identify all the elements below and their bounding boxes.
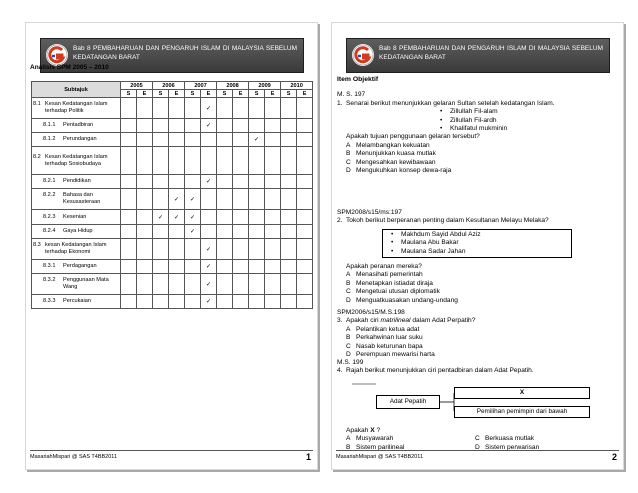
chapter-title: Bab 8 PEMBAHARUAN DAN PENGARUH ISLAM DI MALAYSIA SEBELUM KEDATANGAN BARAT bbox=[379, 45, 603, 61]
answer-option: A Melambangkan kekuatan bbox=[346, 141, 430, 149]
mark-cell bbox=[137, 147, 153, 175]
answer-option: C Nasab keturunan bapa bbox=[346, 342, 423, 350]
mark-cell bbox=[121, 175, 137, 189]
check-mark-icon: ✓ bbox=[185, 225, 201, 239]
mark-cell bbox=[137, 210, 153, 225]
list-item: • Zillullah Fil-ardh bbox=[440, 116, 497, 124]
mark-cell bbox=[153, 98, 169, 119]
mark-cell bbox=[217, 147, 233, 175]
paper-col-header: E bbox=[169, 90, 185, 98]
footer-divider bbox=[336, 450, 619, 451]
question-stem: 3. Apakah ciri matrilineal dalam Adat Perpatih? bbox=[337, 317, 476, 325]
mark-cell bbox=[281, 295, 297, 309]
answer-option: A Pelantikan ketua adat bbox=[346, 325, 420, 333]
school-logo-icon bbox=[46, 44, 68, 66]
mark-cell bbox=[217, 175, 233, 189]
mark-cell bbox=[297, 119, 313, 133]
table-row bbox=[32, 239, 313, 260]
diagram-box-adat-pepatih: Adat Pepatih bbox=[376, 395, 440, 409]
mark-cell bbox=[297, 210, 313, 225]
subtopic-cell: 8.2.3 Kesenian bbox=[32, 210, 121, 225]
mark-cell bbox=[281, 98, 297, 119]
check-mark-icon: ✓ bbox=[201, 175, 217, 189]
answer-option: D Perempuan mewarisi harta bbox=[346, 351, 435, 359]
answer-option: B Menunjukkan kuasa mutlak bbox=[346, 150, 436, 158]
check-mark-icon: ✓ bbox=[249, 133, 265, 147]
mark-cell bbox=[297, 147, 313, 175]
mark-cell bbox=[201, 225, 217, 239]
year-header: 2008 bbox=[217, 82, 249, 90]
mark-cell bbox=[297, 98, 313, 119]
question-prompt: Apakah X ? bbox=[346, 427, 381, 434]
subtopic-cell: 8.3.3 Percukaian bbox=[32, 295, 121, 309]
mark-cell bbox=[249, 175, 265, 189]
section-title: Item Objektif bbox=[337, 76, 379, 83]
mark-cell bbox=[249, 239, 265, 260]
paper-col-header: E bbox=[233, 90, 249, 98]
mark-cell bbox=[153, 175, 169, 189]
table-row bbox=[32, 260, 313, 274]
list-item: • Maulana Sadar Jahan bbox=[391, 247, 466, 255]
mark-cell bbox=[185, 260, 201, 274]
mark-cell bbox=[249, 147, 265, 175]
mark-cell bbox=[153, 119, 169, 133]
mark-cell bbox=[185, 133, 201, 147]
footer-author: MasariahMispari @ SAS T4BB2011 bbox=[336, 454, 424, 460]
mark-cell bbox=[233, 295, 249, 309]
question-prompt: Apakah peranan mereka? bbox=[346, 263, 422, 270]
mark-cell bbox=[217, 295, 233, 309]
diagram-box-x: X bbox=[454, 387, 590, 399]
answer-option: C Mengesahkan kewibawaan bbox=[346, 158, 436, 166]
mark-cell bbox=[265, 225, 281, 239]
list-item: • Maulana Abu Bakar bbox=[391, 239, 459, 247]
mark-cell bbox=[121, 274, 137, 295]
mark-cell bbox=[297, 175, 313, 189]
mark-cell bbox=[281, 239, 297, 260]
mark-cell bbox=[153, 189, 169, 210]
mark-cell bbox=[137, 295, 153, 309]
paper-col-header: S bbox=[217, 90, 233, 98]
mark-cell bbox=[137, 98, 153, 119]
mark-cell bbox=[233, 133, 249, 147]
answer-option: C Mengetuai utusan diplomatik bbox=[346, 288, 440, 296]
mark-cell bbox=[217, 189, 233, 210]
mark-cell bbox=[185, 147, 201, 175]
mark-cell bbox=[249, 225, 265, 239]
mark-cell bbox=[185, 98, 201, 119]
question-prompt: Apakah tujuan penggunaan gelaran tersebut? bbox=[346, 133, 480, 141]
year-header: 2005 bbox=[121, 82, 153, 90]
check-mark-icon: ✓ bbox=[185, 189, 201, 210]
diagram-box-pemilihan: Pemilihan pemimpin dari bawah bbox=[454, 406, 590, 418]
answer-option: A Menasihati pemerintah bbox=[346, 271, 423, 279]
table-row bbox=[32, 210, 313, 225]
mark-cell bbox=[169, 147, 185, 175]
mark-cell bbox=[233, 239, 249, 260]
paper-col-header: E bbox=[201, 90, 217, 98]
mark-cell bbox=[185, 119, 201, 133]
paper-col-header: S bbox=[249, 90, 265, 98]
answer-option: D Sistem perwarisan bbox=[475, 443, 540, 451]
answer-option: A Musyawarah bbox=[346, 435, 394, 443]
subtopic-cell: 8.2.1 Pendidikan bbox=[32, 175, 121, 189]
mark-cell bbox=[121, 210, 137, 225]
answer-option: B Sistem parilineal bbox=[346, 443, 405, 451]
mark-cell bbox=[265, 147, 281, 175]
mark-cell bbox=[249, 260, 265, 274]
mark-cell bbox=[153, 260, 169, 274]
mark-cell bbox=[249, 274, 265, 295]
check-mark-icon: ✓ bbox=[201, 274, 217, 295]
paper-col-header: S bbox=[281, 90, 297, 98]
mark-cell bbox=[297, 274, 313, 295]
mark-cell bbox=[169, 260, 185, 274]
table-row bbox=[32, 133, 313, 147]
mark-cell bbox=[121, 133, 137, 147]
spm-analysis-table bbox=[31, 81, 313, 309]
paper-col-header: E bbox=[297, 90, 313, 98]
subtopic-cell: 8.2 Kesan Kedatangan Islam terhadap Sosiobudaya bbox=[32, 147, 121, 175]
mark-cell bbox=[201, 133, 217, 147]
mark-cell bbox=[169, 133, 185, 147]
mark-cell bbox=[153, 147, 169, 175]
mark-cell bbox=[201, 189, 217, 210]
mark-cell bbox=[153, 133, 169, 147]
mark-cell bbox=[265, 133, 281, 147]
mark-cell bbox=[169, 274, 185, 295]
mark-cell bbox=[153, 274, 169, 295]
question-source: M.S. 199 bbox=[337, 359, 364, 366]
mark-cell bbox=[121, 147, 137, 175]
mark-cell bbox=[265, 189, 281, 210]
table-row bbox=[32, 295, 313, 309]
mark-cell bbox=[281, 210, 297, 225]
question-source: M. S. 197 bbox=[337, 91, 366, 99]
mark-cell bbox=[217, 225, 233, 239]
list-item: • Zillullah Fil-alam bbox=[440, 108, 498, 116]
mark-cell bbox=[169, 119, 185, 133]
subtopic-header: Subtajuk bbox=[32, 82, 121, 98]
mark-cell bbox=[137, 239, 153, 260]
mark-cell bbox=[265, 175, 281, 189]
footer-divider bbox=[30, 450, 313, 451]
mark-cell bbox=[217, 239, 233, 260]
mark-cell bbox=[297, 133, 313, 147]
paper-col-header: S bbox=[153, 90, 169, 98]
paper-col-header: E bbox=[137, 90, 153, 98]
subtopic-cell: 8.1.2 Perundangan bbox=[32, 133, 121, 147]
mark-cell bbox=[121, 225, 137, 239]
mark-cell bbox=[233, 175, 249, 189]
chapter-title: Bab 8 PEMBAHARUAN DAN PENGARUH ISLAM DI MALAYSIA SEBELUM KEDATANGAN BARAT bbox=[73, 45, 297, 61]
mark-cell bbox=[185, 239, 201, 260]
mark-cell bbox=[249, 98, 265, 119]
mark-cell bbox=[137, 189, 153, 210]
check-mark-icon: ✓ bbox=[153, 210, 169, 225]
mark-cell bbox=[281, 133, 297, 147]
mark-cell bbox=[281, 189, 297, 210]
mark-cell bbox=[265, 210, 281, 225]
mark-cell bbox=[217, 210, 233, 225]
check-mark-icon: ✓ bbox=[169, 210, 185, 225]
table-row bbox=[32, 119, 313, 133]
paper-col-header: S bbox=[185, 90, 201, 98]
mark-cell bbox=[297, 189, 313, 210]
mark-cell bbox=[169, 175, 185, 189]
mark-cell bbox=[185, 274, 201, 295]
answer-option: C Berkuasa mutlak bbox=[475, 435, 535, 443]
mark-cell bbox=[121, 119, 137, 133]
question-4-options bbox=[337, 427, 617, 452]
mark-cell bbox=[233, 98, 249, 119]
table-row bbox=[32, 274, 313, 295]
check-mark-icon: ✓ bbox=[201, 295, 217, 309]
answer-option: B Perkahwinan luar suku bbox=[346, 334, 423, 342]
mark-cell bbox=[297, 295, 313, 309]
mark-cell bbox=[281, 274, 297, 295]
table-row bbox=[32, 147, 313, 175]
mark-cell bbox=[185, 175, 201, 189]
mark-cell bbox=[217, 260, 233, 274]
mark-cell bbox=[297, 260, 313, 274]
year-header: 2007 bbox=[185, 82, 217, 90]
mark-cell bbox=[217, 133, 233, 147]
check-mark-icon: ✓ bbox=[185, 210, 201, 225]
mark-cell bbox=[281, 260, 297, 274]
mark-cell bbox=[281, 225, 297, 239]
mark-cell bbox=[137, 274, 153, 295]
question-source: SPM2008/s15/ms:197 bbox=[337, 209, 402, 216]
paper-col-header: S bbox=[121, 90, 137, 98]
mark-cell bbox=[233, 189, 249, 210]
mark-cell bbox=[201, 210, 217, 225]
answer-row bbox=[337, 435, 617, 443]
check-mark-icon: ✓ bbox=[169, 189, 185, 210]
mark-cell bbox=[233, 119, 249, 133]
mark-cell bbox=[153, 295, 169, 309]
mark-cell bbox=[249, 210, 265, 225]
mark-cell bbox=[169, 98, 185, 119]
subtopic-cell: 8.1 Kesan Kedatangan Islam terhadap Politik bbox=[32, 98, 121, 119]
check-mark-icon: ✓ bbox=[201, 98, 217, 119]
mark-cell bbox=[121, 239, 137, 260]
mark-cell bbox=[137, 119, 153, 133]
mark-cell bbox=[217, 98, 233, 119]
mark-cell bbox=[233, 274, 249, 295]
check-mark-icon: ✓ bbox=[201, 119, 217, 133]
mark-cell bbox=[153, 225, 169, 239]
mark-cell bbox=[169, 295, 185, 309]
mark-cell bbox=[281, 147, 297, 175]
mark-cell bbox=[121, 98, 137, 119]
table-row bbox=[32, 225, 313, 239]
mark-cell bbox=[233, 147, 249, 175]
paper-col-header: E bbox=[265, 90, 281, 98]
mark-cell bbox=[265, 119, 281, 133]
mark-cell bbox=[265, 260, 281, 274]
analysis-title: Analisis SPM 2005 – 2010 bbox=[30, 64, 109, 71]
list-item: • Makhdum Sayid Abdul Aziz bbox=[391, 231, 481, 238]
mark-cell bbox=[137, 133, 153, 147]
mark-cell bbox=[121, 189, 137, 210]
mark-cell bbox=[137, 175, 153, 189]
page-number: 2 bbox=[611, 452, 617, 462]
mark-cell bbox=[265, 98, 281, 119]
mark-cell bbox=[281, 175, 297, 189]
page-2 bbox=[331, 22, 624, 470]
year-header: 2009 bbox=[249, 82, 281, 90]
mark-cell bbox=[121, 260, 137, 274]
question-stem: 1. Senarai berikut menunjukkan gelaran Sultan setelah kedatangan Islam. bbox=[337, 99, 555, 107]
check-mark-icon: ✓ bbox=[201, 260, 217, 274]
answer-option: D Menguatkuasakan undang-undang bbox=[346, 296, 458, 304]
table-row bbox=[32, 189, 313, 210]
table-row bbox=[32, 175, 313, 189]
subtopic-cell: 8.2.2 Bahasa dan Kesusasteraan bbox=[32, 189, 121, 210]
subtopic-cell: 8.3.1 Perdagangan bbox=[32, 260, 121, 274]
answer-option: D Mengukuhkan konsep dewa-raja bbox=[346, 167, 452, 175]
mark-cell bbox=[265, 295, 281, 309]
subtopic-cell: 8.2.4 Gaya Hidup bbox=[32, 225, 121, 239]
question-source: SPM2006/s15/M.S.198 bbox=[337, 309, 405, 316]
mark-cell bbox=[233, 210, 249, 225]
mark-cell bbox=[137, 260, 153, 274]
question-stem: 2. Tokoh berikut berperanan penting dalam Kesultanan Melayu Melaka? bbox=[337, 217, 549, 225]
mark-cell bbox=[233, 225, 249, 239]
list-item: • Khalifatul mukminin bbox=[440, 125, 508, 133]
mark-cell bbox=[265, 239, 281, 260]
mark-cell bbox=[217, 274, 233, 295]
mark-cell bbox=[137, 225, 153, 239]
page-number: 1 bbox=[305, 452, 311, 462]
mark-cell bbox=[265, 274, 281, 295]
mark-cell bbox=[297, 225, 313, 239]
mark-cell bbox=[169, 239, 185, 260]
year-header: 2010 bbox=[281, 82, 313, 90]
mark-cell bbox=[169, 225, 185, 239]
mark-cell bbox=[297, 239, 313, 260]
subtopic-cell: 8.3.2 Penggunaan Mata Wang bbox=[32, 274, 121, 295]
check-mark-icon: ✓ bbox=[201, 239, 217, 260]
mark-cell bbox=[153, 239, 169, 260]
page-1 bbox=[25, 22, 318, 470]
year-header: 2006 bbox=[153, 82, 185, 90]
subtopic-cell: 8.3 kesan Kedatangan Islam terhadap Ekonomi bbox=[32, 239, 121, 260]
mark-cell bbox=[249, 189, 265, 210]
footer-author: MasariahMispari @ SAS T4BB2011 bbox=[30, 454, 118, 460]
mark-cell bbox=[249, 295, 265, 309]
subtopic-cell: 8.1.1 Pentadbiran bbox=[32, 119, 121, 133]
mark-cell bbox=[281, 119, 297, 133]
mark-cell bbox=[249, 119, 265, 133]
table-row bbox=[32, 98, 313, 119]
question-stem: 4. Rajah berikut menunjukkan ciri pentadbiran dalam Adat Pepatih. bbox=[337, 367, 534, 375]
mark-cell bbox=[121, 295, 137, 309]
mark-cell bbox=[233, 260, 249, 274]
mark-cell bbox=[185, 295, 201, 309]
answer-option: B Menetapkan istiadat diraja bbox=[346, 279, 433, 287]
mark-cell bbox=[201, 147, 217, 175]
mark-cell bbox=[217, 119, 233, 133]
